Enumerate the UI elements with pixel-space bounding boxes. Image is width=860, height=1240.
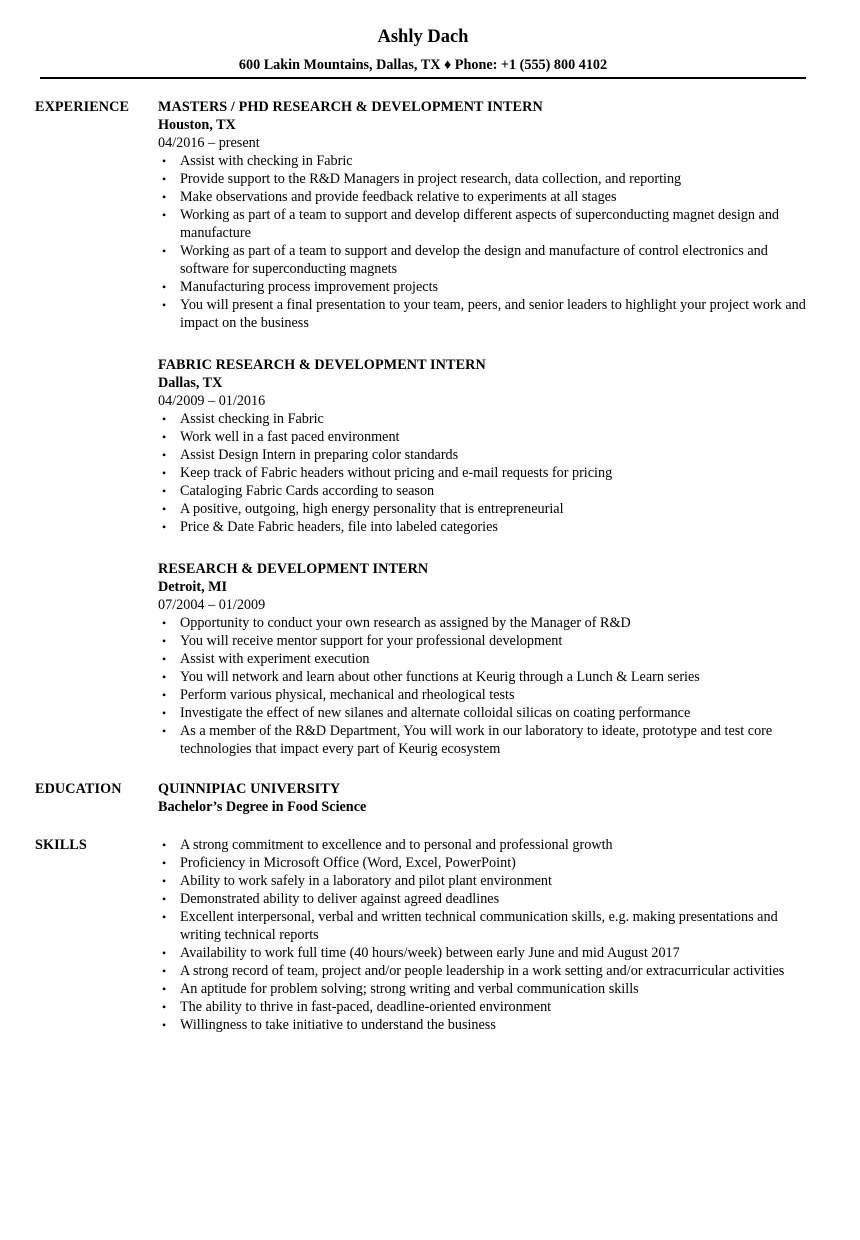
skill-item: • Availability to work full time (40 hours/week) between early June and mid August 2017: [158, 944, 818, 962]
skill-item: • Proficiency in Microsoft Office (Word, Excel, PowerPoint): [158, 854, 818, 872]
bullet-item: • Manufacturing process improvement projects: [158, 278, 818, 296]
section-heading-education: EDUCATION: [35, 781, 122, 797]
header-divider: [40, 77, 806, 79]
bullet-item: • Assist with checking in Fabric: [158, 152, 818, 170]
skill-item: • A strong commitment to excellence and to personal and professional growth: [158, 836, 818, 854]
job-dates: 04/2016 – present: [158, 135, 260, 151]
experience-list: [158, 98, 818, 782]
degree: Bachelor’s Degree in Food Science: [158, 799, 367, 815]
job-dates: 04/2009 – 01/2016: [158, 393, 266, 409]
job-entry: [158, 356, 818, 536]
bullet-item: • As a member of the R&D Department, You will work in our laboratory to ideate, prototype and test core technologies that impact every part of Keurig ecosystem: [158, 722, 818, 758]
bullet-item: • Working as part of a team to support and develop the design and manufacture of control electronics and software for superconducting magnets: [158, 242, 818, 278]
job-location: Houston, TX: [158, 117, 236, 133]
bullet-item: • Price & Date Fabric headers, file into labeled categories: [158, 518, 818, 536]
job-location: Detroit, MI: [158, 579, 228, 595]
bullet-item: • Assist with experiment execution: [158, 650, 818, 668]
skill-item: • A strong record of team, project and/or people leadership in a work setting and/or extracurricular activities: [158, 962, 818, 980]
skills-list: [158, 836, 818, 1034]
bullet-item: • You will network and learn about other functions at Keurig through a Lunch & Learn series: [158, 668, 818, 686]
bullet-item: • Keep track of Fabric headers without pricing and e-mail requests for pricing: [158, 464, 818, 482]
section-heading-skills: SKILLS: [35, 837, 87, 853]
bullet-item: • Assist checking in Fabric: [158, 410, 818, 428]
bullet-item: • Perform various physical, mechanical and rheological tests: [158, 686, 818, 704]
skill-item: • Willingness to take initiative to understand the business: [158, 1016, 818, 1034]
section-heading-experience: EXPERIENCE: [35, 99, 130, 115]
bullet-item: • A positive, outgoing, high energy personality that is entrepreneurial: [158, 500, 818, 518]
resume-header: [40, 26, 806, 74]
job-dates: 07/2004 – 01/2009: [158, 597, 266, 613]
job-entry: [158, 98, 818, 332]
skill-item: • Excellent interpersonal, verbal and written technical communication skills, e.g. making presentations and writing technical reports: [158, 908, 818, 944]
bullet-item: • Provide support to the R&D Managers in project research, data collection, and reporting: [158, 170, 818, 188]
bullet-item: • Make observations and provide feedback relative to experiments at all stages: [158, 188, 818, 206]
candidate-name: Ashly Dach: [377, 27, 469, 47]
bullet-item: • Cataloging Fabric Cards according to season: [158, 482, 818, 500]
job-bullets: [158, 614, 818, 758]
bullet-item: • You will present a final presentation to your team, peers, and senior leaders to highlight your project work and impact on the business: [158, 296, 818, 332]
bullet-item: • Work well in a fast paced environment: [158, 428, 818, 446]
job-bullets: [158, 410, 818, 536]
contact-line: 600 Lakin Mountains, Dallas, TX ♦ Phone: +1 (555) 800 4102: [238, 57, 608, 73]
bullet-item: • Assist Design Intern in preparing color standards: [158, 446, 818, 464]
bullet-item: • Opportunity to conduct your own research as assigned by the Manager of R&D: [158, 614, 818, 632]
bullet-item: • You will receive mentor support for your professional development: [158, 632, 818, 650]
job-title: FABRIC RESEARCH & DEVELOPMENT INTERN: [158, 357, 486, 373]
skill-item: • An aptitude for problem solving; strong writing and verbal communication skills: [158, 980, 818, 998]
skill-item: • Demonstrated ability to deliver against agreed deadlines: [158, 890, 818, 908]
education-entry: [158, 780, 818, 816]
job-entry: [158, 560, 818, 758]
bullet-item: • Working as part of a team to support and develop different aspects of superconducting magnet design and manufacture: [158, 206, 818, 242]
job-bullets: [158, 152, 818, 332]
job-title: MASTERS / PHD RESEARCH & DEVELOPMENT INTERN: [158, 99, 543, 115]
job-location: Dallas, TX: [158, 375, 223, 391]
school-name: QUINNIPIAC UNIVERSITY: [158, 781, 341, 797]
job-title: RESEARCH & DEVELOPMENT INTERN: [158, 561, 429, 577]
skill-bullets: [158, 836, 818, 1034]
skill-item: • Ability to work safely in a laboratory and pilot plant environment: [158, 872, 818, 890]
bullet-item: • Investigate the effect of new silanes and alternate colloidal silicas on coating performance: [158, 704, 818, 722]
skill-item: • The ability to thrive in fast-paced, deadline-oriented environment: [158, 998, 818, 1016]
